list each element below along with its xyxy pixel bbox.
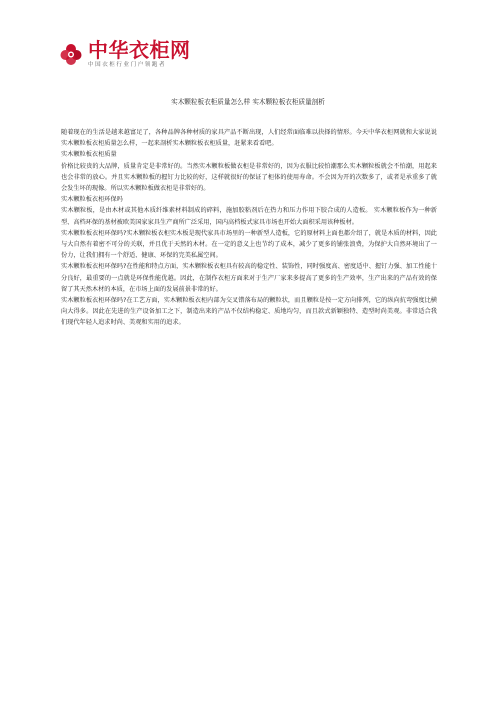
site-header (58, 34, 191, 74)
body-paragraph: 价格比较贵的大品牌，质量肯定是非常好的。当然实木颗粒板做衣柜是非常好的，因为衣服比较怕潮那么实木颗粒板就会不怕潮，用起来也会非常的放心。并且实木颗粒板的握钉力比较的好，这样就很好的保证了柜体的使用寿命。不会因为开的次数多了，或者是承重多了就会发生坏的现像。所以实木颗粒板做衣柜是非常好的。 (61, 162, 437, 193)
section-heading: 实木颗粒板衣柜质量 (61, 151, 117, 159)
logo-title: 中华衣柜网 (88, 38, 191, 62)
flower-logo-icon (58, 41, 84, 67)
document-title: 实木颗粒板衣柜质量怎么样 实木颗粒板衣柜质量剖析 (171, 98, 325, 106)
intro-paragraph: 随着现在的生活是越来越富足了，各种品牌各种材质的家具产品不断出现，人们经常面临难以抉择的情形。今天中华衣柜网就和大家说说实木颗粒板衣柜质量怎么样，一起来剖析实木颗粒板衣柜质量，赶紧来看看吧。 (61, 129, 437, 148)
logo-text (88, 39, 191, 69)
body-paragraph: 实木颗粒板衣柜环保吗?实木颗粒板衣柜实木板是现代家具市场里的一种新型人造板，它的原材料上面也都介绍了，就是木质的材料，因此与大自然有着密不可分的关联，并且优于天然的木材。在一定的意义上也节约了成本，减少了更多的铺张浪费，为保护大自然环境出了一份力，让我们拥有一个舒适、健康、环保的完美私属空间。 (61, 229, 437, 260)
body-paragraph: 实木颗粒板，是由木材或其他木质纤维素材料制成的碎料，施加胶粘剂后在热力和压力作用下胶合成的人造板。 实木颗粒板作为一种新型、高档环保的基材被欧美国家家具生产商所广泛采用，国内高档板式家具市场也开始大面积采用该种板材。 (61, 207, 437, 226)
section-heading: 实木颗粒板衣柜环保吗 (61, 196, 123, 204)
article-body (61, 127, 437, 329)
body-paragraph: 实木颗粒板衣柜环保吗?在工艺方面，实木颗粒板衣柜内部为交叉错落布局的颗粒状，而且颗粒是按一定方向排列，它的纵向抗弯强度比横向大得多。因此在先进的生产设备加工之下，制造出来的产品不仅结构稳定、质地均匀，而且款式新颖独特、造型时尚美观。非常适合我们现代年轻人追求时尚、美观和实用的追求。 (61, 297, 437, 327)
body-paragraph: 实木颗粒板衣柜环保吗?在性能和特点方面，实木颗粒板衣柜具有较高的稳定性、装饰性，同时强度高、密度适中、握钉力强、加工性能十分良好，最重要的一点就是环保性能优越。因此，在制作衣柜方面来对于生产厂家来多提高了更多的生产效率，生产出来的产品有效的保留了其天然木材的本质，在市场上面的发展前景非常的好。 (61, 263, 437, 293)
logo-subtitle: 中国衣柜行业门户领跑者 (88, 62, 167, 68)
